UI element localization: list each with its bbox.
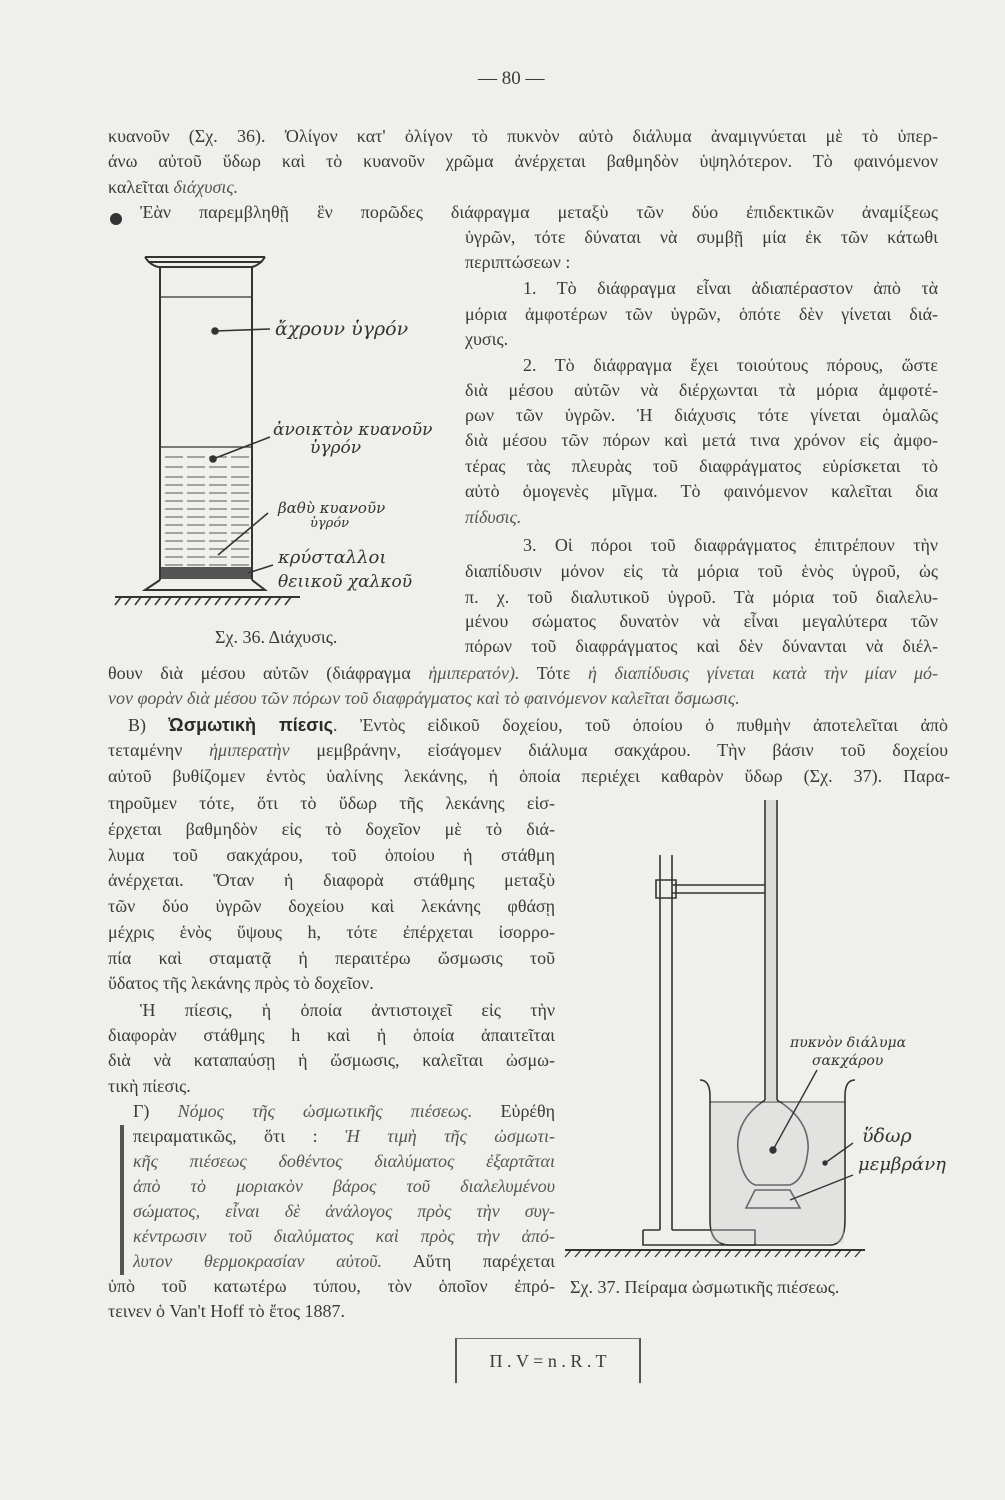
label-copper-sulfate: θειικοῦ χαλκοῦ bbox=[278, 572, 413, 592]
text-line: ἀνέρχεται. Ὅταν ἡ διαφορὰ στάθμης μεταξὺ bbox=[108, 870, 555, 890]
figure-36-caption: Σχ. 36. Διάχυσις. bbox=[215, 627, 338, 647]
text-line: λυμα τοῦ σακχάρου, τοῦ ὁποίου ἡ στάθμη bbox=[108, 845, 555, 865]
text-line: νον φορὰν διὰ μέσου τῶν πόρων τοῦ διαφράγματος καὶ τὸ φαινόμενον καλεῖται ὄσμωσις. bbox=[108, 688, 740, 708]
text: πειραματικῶς, ὅτι : bbox=[133, 1126, 318, 1146]
text-line: διαφορὰν στάθμης h καὶ ἡ ὁποία ἀπαιτεῖται bbox=[108, 1025, 555, 1045]
text-line: διὰ νὰ καταπαύσῃ ἡ ὤσμωσις, καλεῖται ὠσμω- bbox=[108, 1050, 555, 1070]
text: καλεῖται bbox=[108, 177, 169, 197]
case-line: διὰ μέσου αὐτῶν νὰ διέρχωνται τὰ μόρια ἀμφοτέ- bbox=[465, 380, 938, 400]
section-b-heading bbox=[128, 714, 948, 736]
vant-hoff-formula: Π . V = n . R . T bbox=[455, 1338, 641, 1383]
term-semipermeable: ἡμιπερατόν). bbox=[428, 663, 520, 683]
text-line: τεινεν ὁ Van't Hoff τὸ ἔτος 1887. bbox=[108, 1301, 346, 1321]
term-diffusion: διάχυσις. bbox=[173, 177, 239, 197]
text: . Ἐντὸς εἰδικοῦ δοχείου, τοῦ ὁποίου ὁ πυθμὴν ἀποτελεῖται ἀπὸ bbox=[332, 715, 948, 735]
text-line: Ἡ πίεσις, ἡ ὁποία ἀντιστοιχεῖ εἰς τὴν bbox=[140, 1000, 555, 1020]
figure-37-caption: Σχ. 37. Πείραμα ὠσμωτικῆς πιέσεως. bbox=[570, 1277, 840, 1297]
case-line: αὐτὸ ὁμογενὲς μῖγμα. Τὸ φαινόμενον καλεῖται δια bbox=[465, 481, 938, 501]
case-line: 3. Οἱ πόροι τοῦ διαφράγματος ἐπιτρέπουν τὴν bbox=[523, 535, 938, 555]
text: λυτον θερμοκρασίαν αὐτοῦ. bbox=[133, 1251, 383, 1271]
text-line: τικὴ πίεσις. bbox=[108, 1076, 191, 1096]
case-line: διὰ μέσου τῶν πόρων καὶ μετά τινα χρόνον εἰς ἀμφο- bbox=[465, 430, 938, 450]
label-light-blue: ἀνοικτὸν κυανοῦν bbox=[273, 420, 433, 440]
text: Τότε bbox=[536, 663, 571, 683]
text-line: μέχρις ἑνὸς ὕψους h, τότε ἐπέρχεται ἰσορρο- bbox=[108, 922, 555, 942]
label-deep-blue: βαθὺ κυανοῦν bbox=[278, 499, 386, 517]
case-line: 1. Τὸ διάφραγμα εἶναι ἀδιαπέραστον ἀπὸ τὰ bbox=[523, 278, 938, 298]
case-line: π. χ. τοῦ διαλυτικοῦ ὑγροῦ. Τὰ μόρια τοῦ διαλελυ- bbox=[465, 587, 938, 607]
case-line: διαπίδυσιν μόνον εἰς τὰ μόρια τοῦ ἑνὸς ὑγροῦ, ὡς bbox=[465, 561, 938, 581]
text-line bbox=[133, 1125, 555, 1147]
text-line: αὐτοῦ βυθίζομεν ἐντὸς ὑαλίνης λεκάνης, ἡ ὁποία περιέχει καθαρὸν ὕδωρ (Σχ. 37). Παρα- bbox=[108, 766, 950, 786]
text: θουν διὰ μέσου αὐτῶν (διάφραγμα bbox=[108, 663, 411, 683]
label-liquid: ὑγρόν bbox=[310, 516, 350, 531]
text-line: ὑπὸ τοῦ κατωτέρω τύπου, τὸν ὁποῖον ἐπρό- bbox=[108, 1276, 555, 1296]
figure-37-osmosis-apparatus bbox=[560, 800, 980, 1260]
text: Ἡ τιμὴ τῆς ὠσμωτι- bbox=[345, 1126, 556, 1146]
text-line: τῶν δύο ὑγρῶν δοχείου καὶ λεκάνης φθάσῃ bbox=[108, 896, 555, 916]
bullet-icon bbox=[110, 213, 122, 225]
text: μεμβράνην, εἰσάγομεν διάλυμα σακχάρου. Τὴν βάσιν τοῦ δοχείου bbox=[316, 740, 949, 760]
case-line: χυσις. bbox=[465, 329, 509, 349]
label-water: ὕδωρ bbox=[862, 1125, 912, 1147]
case-line: ρων τῶν ὑγρῶν. Ἡ διάχυσις τότε γίνεται ὁμαλῶς bbox=[465, 405, 938, 425]
text: ἡ διαπίδυσις γίνεται κατὰ τὴν μίαν μό- bbox=[587, 663, 939, 683]
label-sugar: σακχάρου bbox=[812, 1053, 884, 1069]
text-line: ὕδατος τῆς λεκάνης πρὸς τὸ δοχεῖον. bbox=[108, 973, 374, 993]
text: ἡμιπερατὴν bbox=[209, 740, 290, 760]
label-crystals: κρύσταλλοι bbox=[278, 547, 387, 568]
text-line: έρχεται βαθμηδὸν εἰς τὸ δοχεῖον μὲ τὸ διά- bbox=[108, 819, 555, 839]
text: Εὑρέθη bbox=[500, 1101, 556, 1121]
text: Αὕτη παρέχεται bbox=[412, 1251, 555, 1271]
law-line: σώματος, εἶναι δὲ ἀνάλογος πρὸς τὴν συγ- bbox=[133, 1201, 555, 1221]
section-title: Νόμος τῆς ὠσμωτικῆς πιέσεως. bbox=[177, 1101, 473, 1121]
text-line bbox=[133, 1250, 555, 1272]
text-line bbox=[108, 739, 948, 761]
case-line: τέρας τὰς πλευρὰς τοῦ διαφράγματος εὑρίσκεται τὸ bbox=[465, 456, 938, 476]
text: Γ) bbox=[133, 1101, 150, 1121]
case-line: 2. Τὸ διάφραγμα ἔχει τοιούτους πόρους, ὥστε bbox=[523, 355, 938, 375]
text-line: κυανοῦν (Σχ. 36). Ὀλίγον κατ' ὀλίγον τὸ πυκνὸν αὐτὸ διάλυμα ἀναμιγνύεται μὲ τὸ ὑπερ- bbox=[108, 126, 938, 146]
case-line: πόρων τοῦ διαφράγματος καὶ δὲν δύνανται νὰ διέλ- bbox=[465, 636, 938, 656]
text-line: Ἐὰν παρεμβληθῇ ἓν πορῶδες διάφραγμα μεταξὺ τῶν δύο ἐπιδεκτικῶν ἀναμίξεως bbox=[140, 202, 938, 222]
section-title: Ὠσμωτικὴ πίεσις bbox=[168, 715, 333, 735]
label-membrane: μεμβράνη bbox=[858, 1154, 946, 1175]
text-line: τηροῦμεν τότε, ὅτι τὸ ὕδωρ τῆς λεκάνης εἰσ- bbox=[108, 793, 555, 813]
case-line: μένου σώματος δυνατὸν νὰ εἶναι μεγαλύτερα τῶν bbox=[465, 611, 938, 631]
law-line: κέντρωσιν τοῦ διαλύματος καὶ πρὸς τὴν ἀπό- bbox=[133, 1226, 555, 1246]
margin-bar bbox=[120, 1125, 124, 1275]
text-line bbox=[108, 176, 408, 198]
text-line: ὑγρῶν, τότε δύναται νὰ συμβῇ μία ἐκ τῶν κάτωθι bbox=[465, 227, 938, 247]
figure-36-diffusion-cylinder bbox=[110, 245, 470, 615]
text-line: περιπτώσεων : bbox=[465, 252, 571, 272]
text-line: άνω αὐτοῦ ὕδωρ καὶ τὸ κυανοῦν χρῶμα ἀνέρχεται βαθμηδὸν ὑψηλότερον. Τὸ φαινόμενον bbox=[108, 151, 938, 171]
label-colorless-liquid: ἄχρουν ὑγρόν bbox=[275, 318, 409, 340]
law-line: κῆς πιέσεως δοθέντος διαλύματος ἐξαρτᾶται bbox=[133, 1151, 555, 1171]
text-line: πία καὶ σταματᾷ ἡ περαιτέρω ὤσμωσις τοῦ bbox=[108, 948, 555, 968]
page-number: — 80 — bbox=[478, 68, 545, 89]
case-line: μόρια ἀμφοτέρων τῶν ὑγρῶν, ὁπότε δὲν γίνεται διά- bbox=[465, 304, 938, 324]
section-c-heading bbox=[133, 1100, 555, 1122]
case-line: πίδυσις. bbox=[465, 507, 522, 527]
text: τεταμένην bbox=[108, 740, 183, 760]
text: Β) bbox=[128, 715, 146, 735]
text-line bbox=[108, 662, 938, 684]
law-line: ἀπὸ τὸ μοριακὸν βάρος τοῦ διαλελυμένου bbox=[133, 1176, 555, 1196]
label-concentrated-solution: πυκνὸν διάλυμα bbox=[790, 1035, 907, 1051]
label-liquid: ὑγρόν bbox=[310, 438, 362, 458]
